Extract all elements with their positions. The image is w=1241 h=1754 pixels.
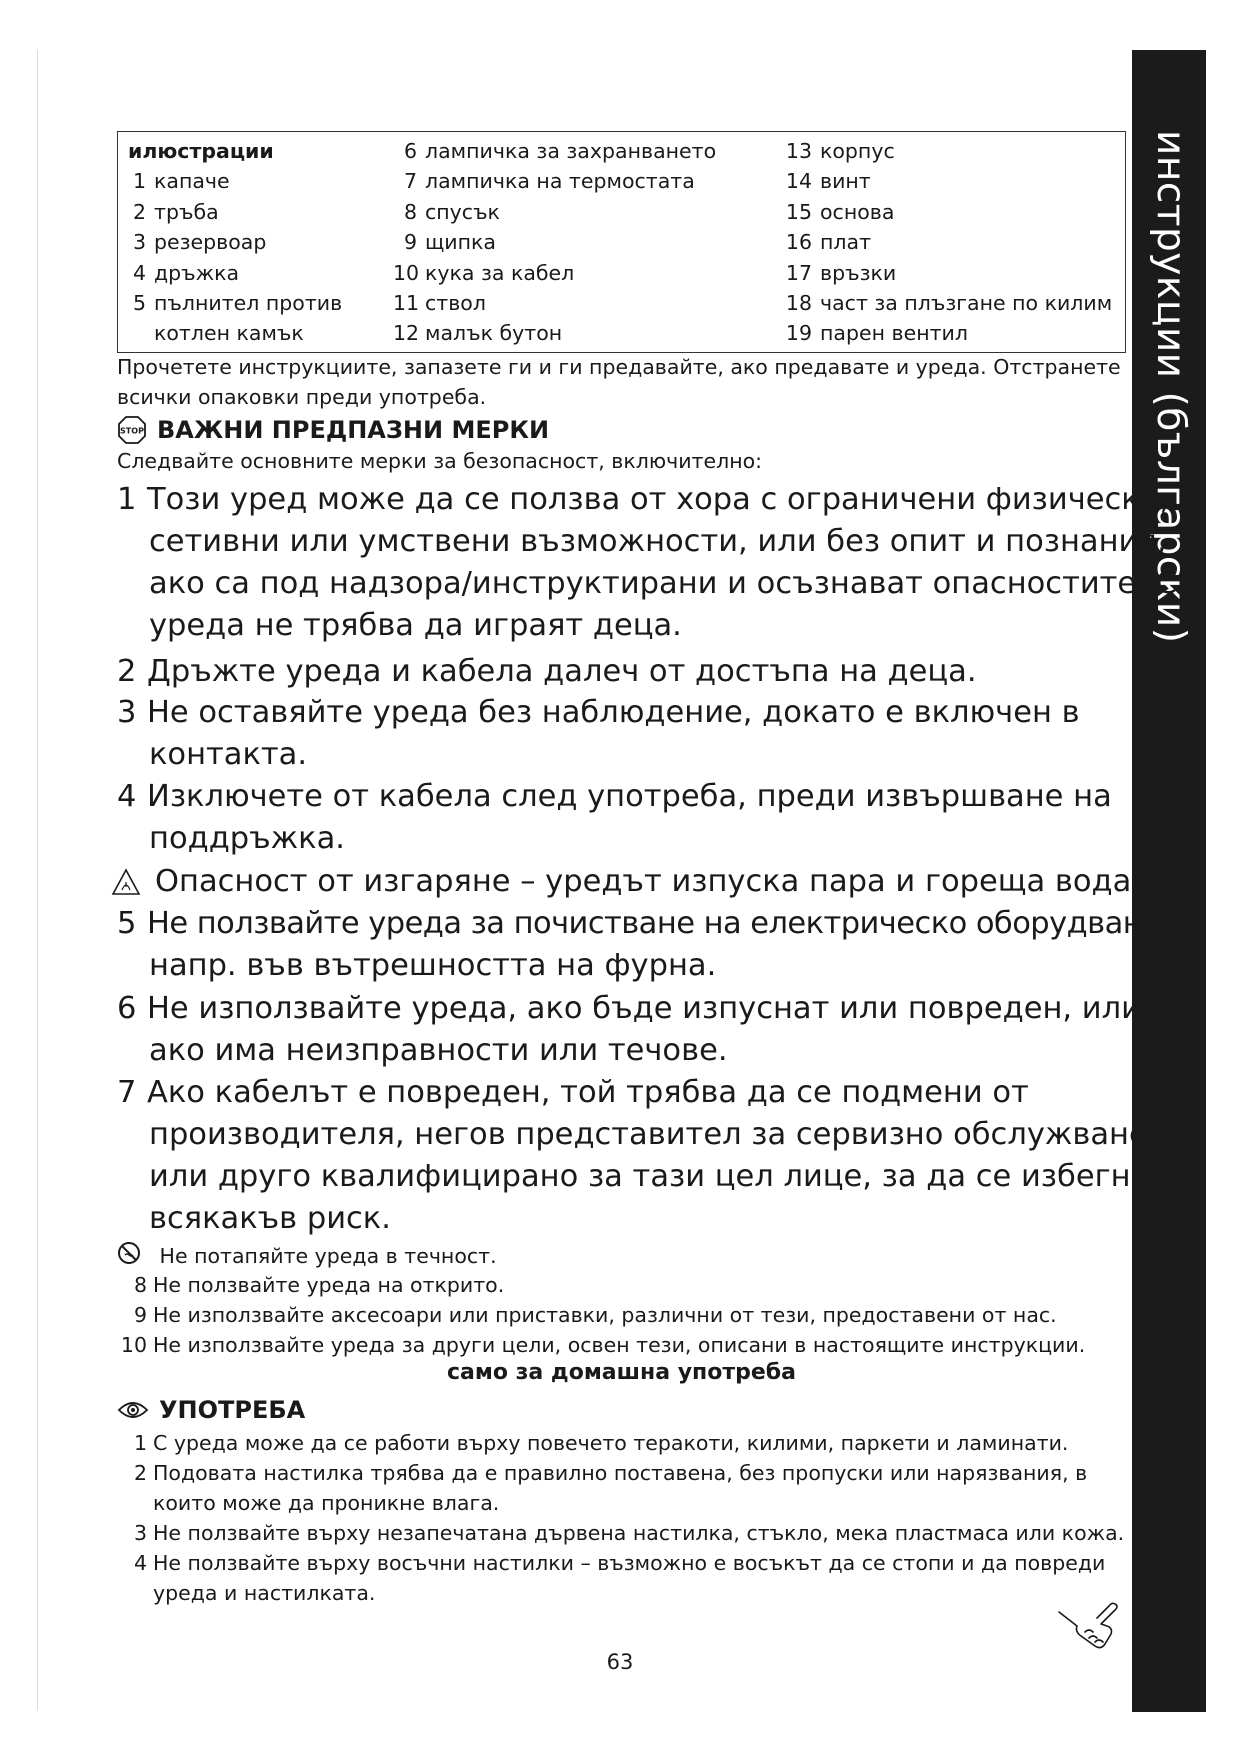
pointing-hand-icon: [1055, 1598, 1125, 1654]
safety-heading-text: ВАЖНИ ПРЕДПАЗНИ МЕРКИ: [157, 416, 550, 444]
usage-heading-text: УПОТРЕБА: [159, 1396, 306, 1424]
illustrations-column-2: [393, 136, 716, 349]
safety-item-9: 9 Не използвайте аксесоари или приставки, различни от тези, предоставени от нас.: [133, 1303, 1057, 1327]
list-item: 10 кука за кабел: [393, 260, 575, 285]
safety-subtitle: Следвайте основните мерки за безопасност, включително:: [117, 449, 763, 473]
list-item: 9 щипка: [403, 230, 496, 255]
usage-heading: [117, 1394, 305, 1426]
intro-line: всички опаковки преди употреба.: [117, 385, 487, 409]
safety-item-4: 4 Изключете от кабела след употреба, преди извършване на поддръжка.: [117, 779, 1112, 856]
list-item: 8 спусък: [403, 199, 500, 224]
list-item: 12 малък бутон: [393, 321, 563, 346]
usage-item-3: 3 Не ползвайте върху незапечатана дървена настилка, стъкло, мека пластмаса или кожа.: [133, 1521, 1125, 1545]
usage-item-2: 2 Подовата настилка трябва да е правилно поставена, без пропуски или нарязвания, в които може да проникне влага.: [133, 1461, 1088, 1515]
list-item: 16 плат: [785, 230, 872, 255]
list-item: 15 основа: [785, 199, 895, 224]
safety-item-7: 7 Ако кабелът е повреден, той трябва да се подмени от производителя, негов представител за сервизно обслужване или друго квалифицирано за тази цел лице, за да се избегне всякакъв риск.: [117, 1075, 1150, 1236]
page-margin-line: [37, 50, 38, 1710]
illustrations-heading: илюстрации: [128, 139, 274, 163]
list-item: 4 дръжка: [132, 260, 240, 285]
list-item: 1 капаче: [132, 169, 230, 194]
illustrations-column-3: [784, 136, 1112, 349]
list-item: 18 част за плъзгане по килим: [785, 291, 1113, 316]
safety-item-10: 10 Не използвайте уреда за други цели, освен тези, описани в настоящите инструкции.: [120, 1333, 1086, 1357]
list-item: 14 винт: [785, 169, 871, 194]
list-item: 13 корпус: [785, 139, 895, 163]
intro-line: Прочетете инструкциите, запазете ги и ги предавайте, ако предавате и уреда. Отстранете: [117, 355, 1121, 379]
household-use-note: само за домашна употреба: [447, 1360, 796, 1385]
safety-item-5: 5 Не ползвайте уреда за почистване на електрическо оборудване, напр. във вътрешността на фурна.: [117, 906, 1170, 983]
stop-icon: [117, 415, 147, 445]
list-item: 6 лампичка за захранването: [403, 139, 717, 163]
burn-warning: Опасност от изгаряне – уредът изпуска пара и гореща вода.: [111, 861, 1131, 903]
list-item: 19 парен вентил: [785, 321, 968, 346]
illustrations-column-1: [128, 136, 342, 349]
safety-item-6: 6 Не използвайте уреда, ако бъде изпуснат или повреден, или ако има неизправности или течове.: [117, 991, 1141, 1068]
no-immerse-item: Не потапяйте уреда в течност.: [117, 1241, 497, 1273]
page-number: 63: [606, 1650, 634, 1674]
list-item: 3 резервоар: [132, 230, 267, 255]
safety-item-1: 1 Този уред може да се ползва от хора с ограничени физически, сетивни или умствени възможности, или без опит и познания, ако са под надзора/инструктирани и осъзнават опасностите. С уреда не трябва да играят деца.: [117, 482, 1177, 643]
usage-item-1: 1 С уреда може да се работи върху повечето теракоти, килими, паркети и ламинати.: [133, 1431, 1069, 1455]
intro-paragraph: [117, 352, 1121, 412]
eye-icon: [117, 1399, 149, 1421]
list-item: 11 ствол: [393, 291, 486, 316]
list-item: 17 връзки: [785, 260, 897, 285]
safety-item-8: 8 Не ползвайте уреда на открито.: [133, 1273, 505, 1297]
safety-heading: [117, 414, 549, 446]
safety-item-3: 3 Не оставяйте уреда без наблюдение, докато е включен в контакта.: [117, 695, 1080, 772]
safety-item-2: 2 Дръжте уреда и кабела далеч от достъпа на деца.: [117, 654, 977, 689]
illustrations-box: [117, 131, 1126, 353]
list-item: 7 лампичка на термостата: [403, 169, 695, 194]
list-item: 5 пълнител против: [132, 291, 343, 316]
list-item: 2 тръба: [132, 199, 219, 224]
list-item-continuation: котлен камък: [154, 321, 304, 346]
sidebar-title: инструкции (български): [1148, 130, 1193, 644]
stop-icon-label: STOP: [120, 426, 144, 436]
no-water-icon: [117, 1241, 147, 1273]
usage-item-4: 4 Не ползвайте върху восъчни настилки – възможно е восъкът да се стопи и да повреди уреда и настилката.: [133, 1551, 1106, 1605]
warning-triangle-icon: [111, 868, 141, 896]
